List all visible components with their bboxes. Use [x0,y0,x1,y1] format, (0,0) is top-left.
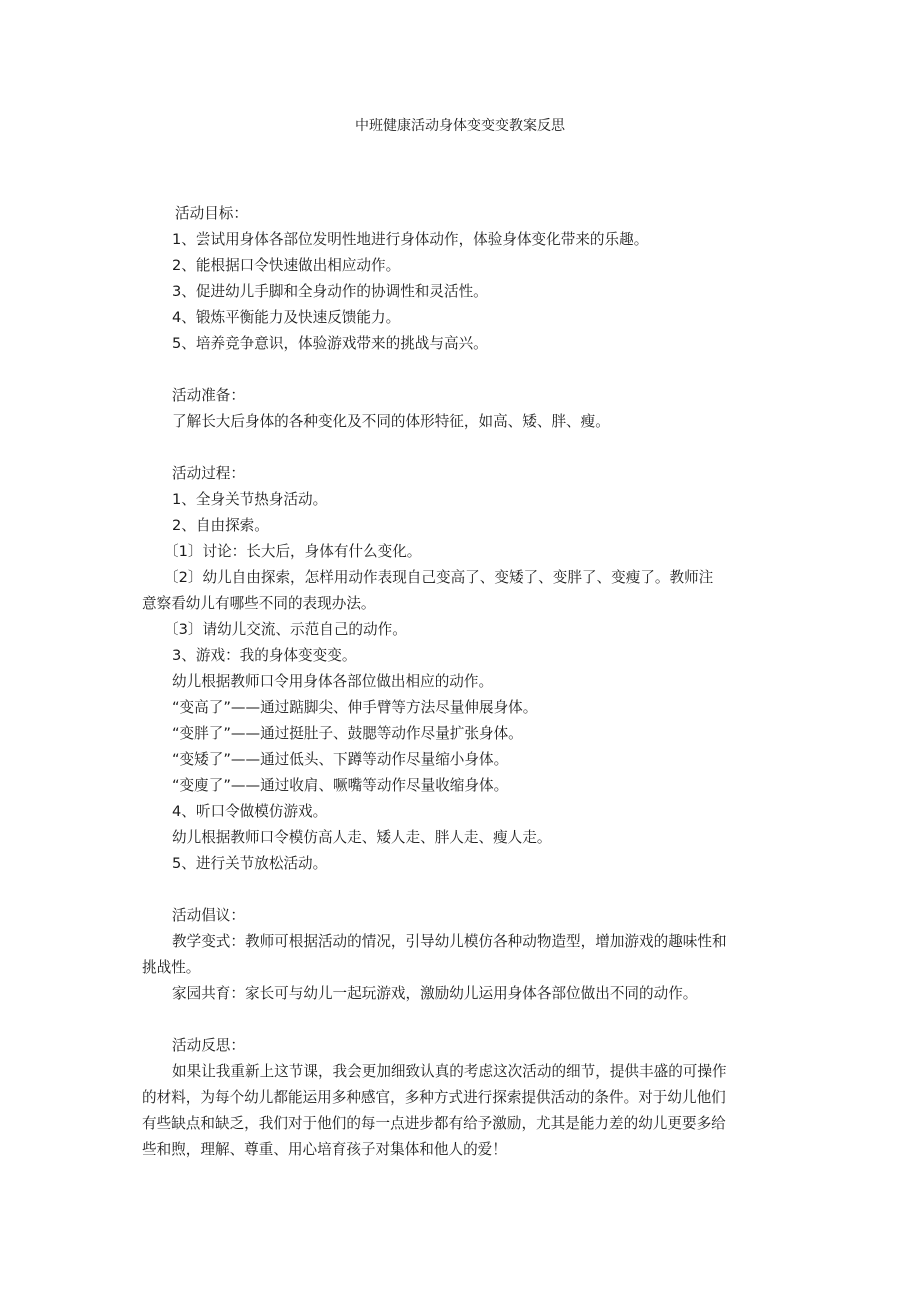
text-line: 如果让我重新上这节课，我会更加细致认真的考虑这次活动的细节，提供丰盛的可操作 [172,1063,727,1080]
text-line: 家园共育：家长可与幼儿一起玩游戏，激励幼儿运用身体各部位做出不同的动作。 [172,985,698,1002]
text-line: 〔3〕请幼儿交流、示范自己的动作。 [164,621,407,638]
text-line: 〔1〕讨论：长大后，身体有什么变化。 [164,543,422,560]
text-line: 教学变式：教师可根据活动的情况，引导幼儿模仿各种动物造型，增加游戏的趣味性和 [172,933,727,950]
text-line: 2、能根据口令快速做出相应动作。 [172,257,401,274]
text-line: 3、促进幼儿手脚和全身动作的协调性和灵活性。 [172,283,488,300]
text-line: 〔2〕幼儿自由探索，怎样用动作表现自己变高了、变矮了、变胖了、变瘦了。教师注 [164,569,714,586]
text-line: “变胖了”——通过挺肚子、鼓腮等动作尽量扩张身体。 [172,725,523,742]
text-line: 1、全身关节热身活动。 [172,491,328,508]
text-line: 3、游戏：我的身体变变变。 [172,647,357,664]
text-line: 4、听口令做模仿游戏。 [172,803,328,820]
text-line: “变廋了”——通过收肩、噘嘴等动作尽量收缩身体。 [172,777,509,794]
text-line: 幼儿根据教师口令用身体各部位做出相应的动作。 [172,673,494,690]
text-line: 5、进行关节放松活动。 [172,855,328,872]
text-line: 幼儿根据教师口令模仿高人走、矮人走、胖人走、瘦人走。 [172,829,552,846]
text-line: 了解长大后身体的各种变化及不同的体形特征，如高、矮、胖、瘦。 [172,413,610,430]
text-line: 的材料，为每个幼儿都能运用多种感官，多种方式进行探索提供活动的条件。对于幼儿他们 [142,1089,726,1106]
text-line: 挑战性。 [142,959,201,976]
text-line: 些和煦，理解、尊重、用心培育孩子对集体和他人的爱！ [142,1141,507,1158]
section-heading: 活动过程： [172,465,245,482]
text-line: 意察看幼儿有哪些不同的表现办法。 [142,595,376,612]
text-line: 1、尝试用身体各部位发明性地进行身体动作，体验身体变化带来的乐趣。 [172,231,649,248]
text-line: 有些缺点和缺乏，我们对于他们的每一点进步都有给予激励，尤其是能力差的幼儿更要多给 [142,1115,726,1132]
section-heading: 活动倡议： [172,907,245,924]
text-line: “变矮了”——通过低头、下蹲等动作尽量缩小身体。 [172,751,509,768]
section-heading: 活动反思： [172,1037,245,1054]
text-line: “变高了”——通过踮脚尖、伸手臂等方法尽量伸展身体。 [172,699,538,716]
section-heading: 活动准备： [172,387,245,404]
section-heading: 活动目标： [175,205,248,222]
text-line: 5、培养竞争意识，体验游戏带来的挑战与高兴。 [172,335,488,352]
text-line: 4、锻炼平衡能力及快速反馈能力。 [172,309,401,326]
document-title: 中班健康活动身体变变变教案反思 [355,118,565,134]
text-line: 2、自由探索。 [172,517,269,534]
